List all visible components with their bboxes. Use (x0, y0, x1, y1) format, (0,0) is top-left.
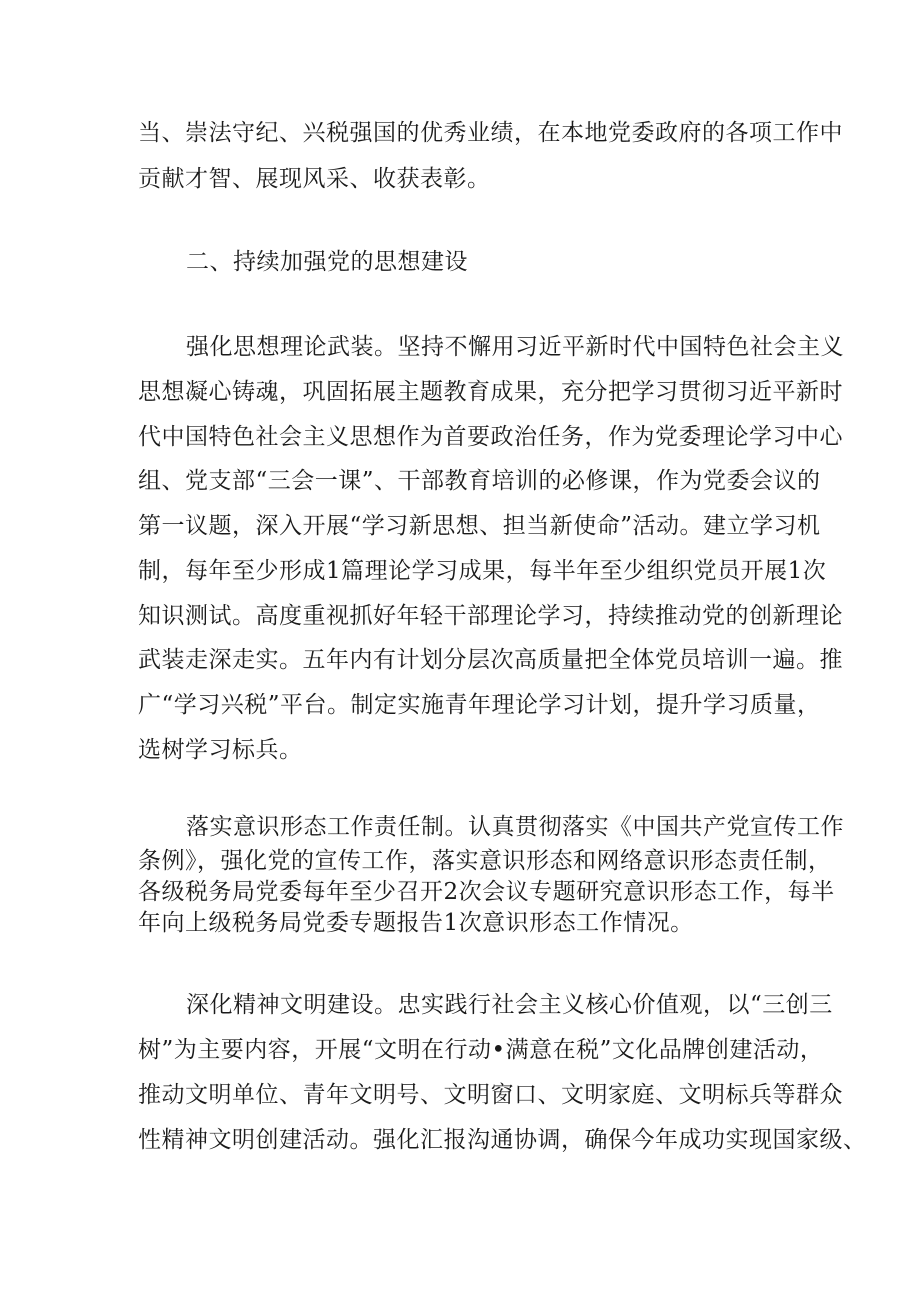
para2-line-3: 各级税务局党委每年至少召开2次会议专题研究意识形态工作，每半 (138, 879, 835, 905)
para2-line-2: 条例》，强化党的宣传工作，落实意识形态和网络意识形态责任制， (138, 848, 832, 874)
para1-line-8: 武装走深走实。五年内有计划分层次高质量把全体党员培训一遍。推 (138, 647, 843, 673)
para1-line-6: 制，每年至少形成1篇理论学习成果，每半年至少组织党员开展1次 (138, 558, 827, 584)
para2-line-4: 年向上级税务局党委专题报告1次意识形态工作情况。 (138, 910, 694, 936)
para3-line-3: 推动文明单位、青年文明号、文明窗口、文明家庭、文明标兵等群众 (138, 1082, 843, 1108)
para1-line-9: 广“学习兴税”平台。制定实施青年理论学习计划，提升学习质量， (138, 692, 821, 718)
para2-line-1: 落实意识形态工作责任制。认真贯彻落实《中国共产党宣传工作 (186, 814, 844, 840)
para1-line-5: 第一议题，深入开展“学习新思想、担当新使命”活动。建立学习机 (138, 513, 821, 539)
para3-line-2: 树”为主要内容，开展“文明在行动•满意在税”文化品牌创建活动， (138, 1037, 824, 1063)
section-heading: 二、持续加强党的思想建设 (186, 249, 468, 275)
para1-line-7: 知识测试。高度重视抓好年轻干部理论学习，持续推动党的创新理论 (138, 603, 843, 629)
para1-line-3: 代中国特色社会主义思想作为首要政治任务，作为党委理论学习中心 (138, 424, 843, 450)
para1-line-1: 强化思想理论武装。坚持不懈用习近平新时代中国特色社会主义 (186, 334, 844, 360)
para1-line-2: 思想凝心铸魂，巩固拓展主题教育成果，充分把学习贯彻习近平新时 (138, 379, 843, 405)
para3-line-1: 深化精神文明建设。忠实践行社会主义核心价值观，以“三创三 (186, 992, 833, 1018)
para1-line-4: 组、党支部“三会一课”、干部教育培训的必修课，作为党委会议的 (138, 468, 821, 494)
para1-line-10: 选树学习标兵。 (138, 737, 303, 763)
intro-line-1: 当、崇法守纪、兴税强国的优秀业绩，在本地党委政府的各项工作中 (138, 120, 843, 146)
intro-line-2: 贡献才智、展现风采、收获表彰。 (138, 166, 491, 192)
para3-line-4: 性精神文明创建活动。强化汇报沟通协调，确保今年成功实现国家级、 (138, 1127, 867, 1153)
